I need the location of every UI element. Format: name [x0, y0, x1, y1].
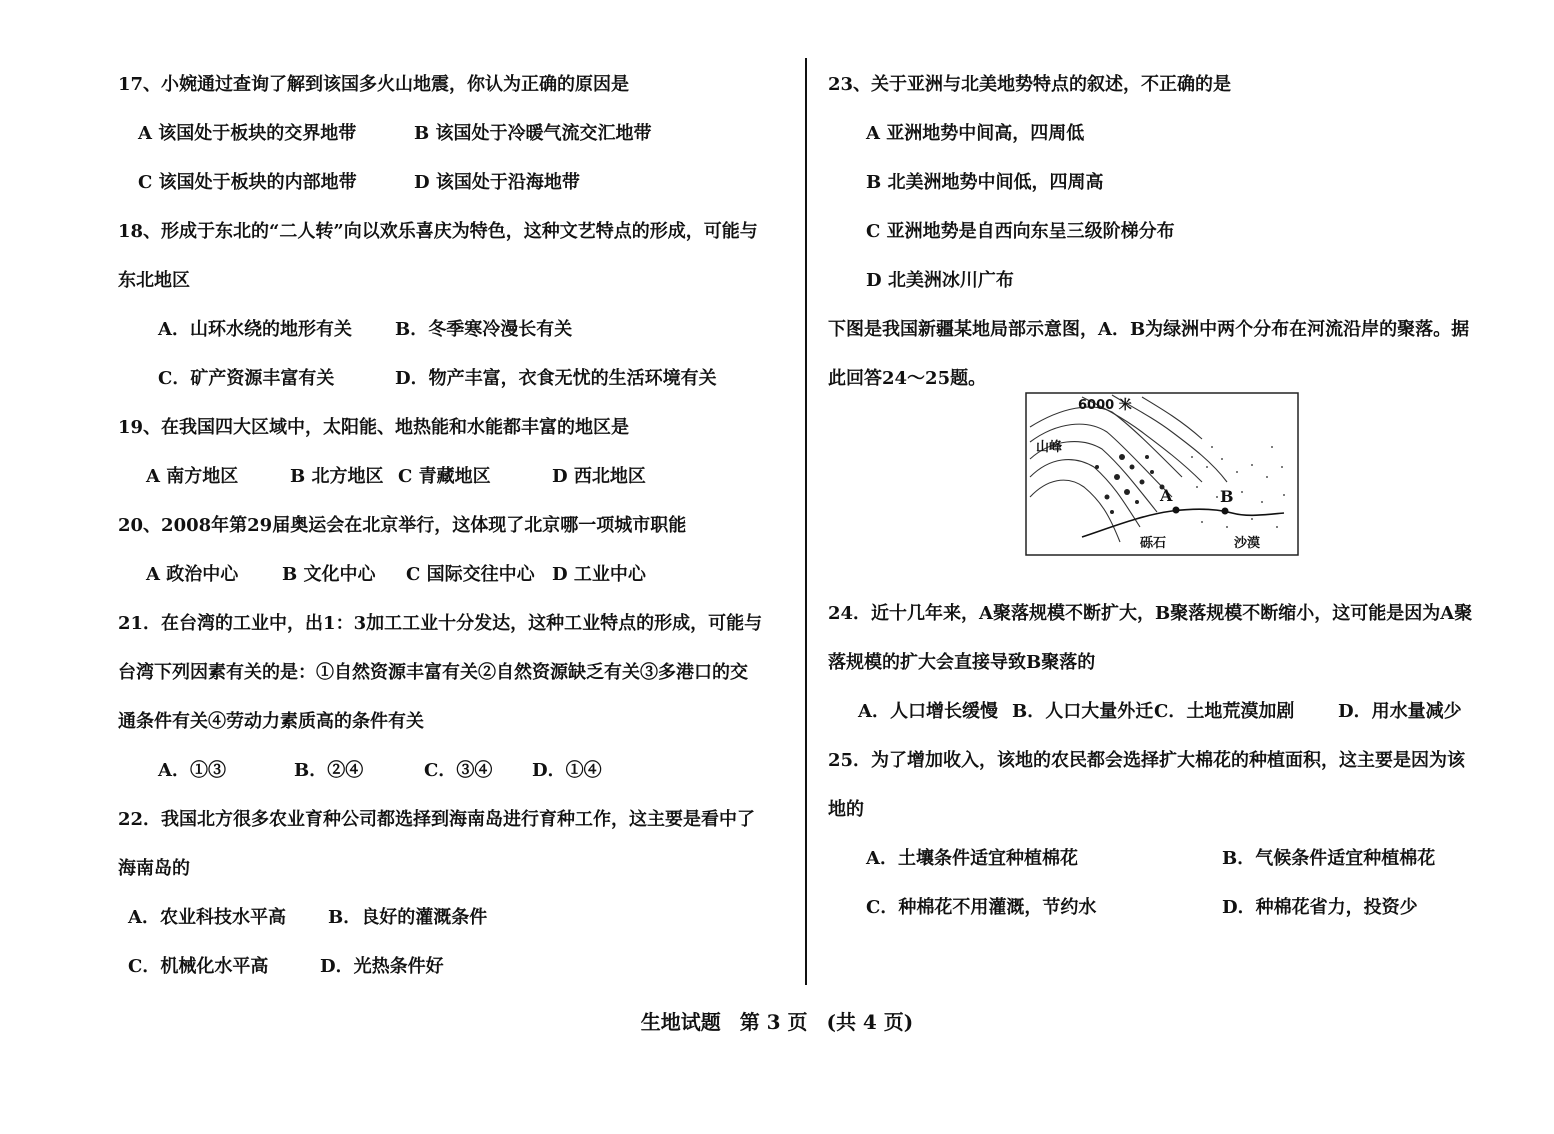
- q23-option-d[interactable]: D 北美洲冰川广布: [866, 270, 1014, 291]
- q17-option-a[interactable]: A 该国处于板块的交界地带: [138, 123, 357, 144]
- footer-total: (共 4 页): [826, 1010, 914, 1034]
- q19-option-d[interactable]: D 西北地区: [552, 466, 646, 487]
- q21-option-b[interactable]: B．②④: [294, 760, 364, 781]
- q24-stem-line2: 落规模的扩大会直接导致B聚落的: [828, 652, 1096, 673]
- q22-option-b[interactable]: B．良好的灌溉条件: [328, 907, 488, 928]
- column-divider: [805, 58, 807, 985]
- q17-stem: 17、小婉通过查询了解到该国多火山地震，你认为正确的原因是: [118, 74, 630, 95]
- q23-option-d-row: [828, 256, 1508, 305]
- footer-title: 生地试题: [640, 1010, 721, 1034]
- q21-option-a[interactable]: A．①③: [158, 760, 226, 781]
- left-column: [118, 60, 786, 991]
- q22-stem-line2: 海南岛的: [118, 858, 190, 879]
- q20-stem: 20、2008年第29届奥运会在北京举行，这体现了北京哪一项城市职能: [118, 515, 687, 536]
- q17-options-row2: [118, 158, 786, 207]
- q18-stem-line2: 东北地区: [118, 270, 190, 291]
- map-label-peak: 山峰: [1036, 440, 1063, 455]
- q22-option-a[interactable]: A．农业科技水平高: [128, 907, 286, 928]
- q19-option-c[interactable]: C 青藏地区: [398, 466, 491, 487]
- q21-options: [118, 746, 786, 795]
- map-intro-line1: 下图是我国新疆某地局部示意图，A．B为绿洲中两个分布在河流沿岸的聚落。据: [828, 319, 1470, 340]
- q18-stem-line1: 18、形成于东北的“二人转”向以欢乐喜庆为特色，这种文艺特点的形成，可能与: [118, 221, 758, 242]
- q24-stem-line1: 24．近十几年来，A聚落规模不断扩大，B聚落规模不断缩小，这可能是因为A聚: [828, 603, 1473, 624]
- q25-stem-line1: 25．为了增加收入，该地的农民都会选择扩大棉花的种植面积，这主要是因为该: [828, 750, 1466, 771]
- q25-option-a[interactable]: A．土壤条件适宜种植棉花: [866, 848, 1078, 869]
- q24-options: [828, 687, 1508, 736]
- settlement-a-dot: [1173, 507, 1180, 514]
- q23-option-c-row: [828, 207, 1508, 256]
- q25-option-c[interactable]: C．种棉花不用灌溉，节约水: [866, 897, 1097, 918]
- q18-option-c[interactable]: C．矿产资源丰富有关: [158, 368, 335, 389]
- q25-option-b[interactable]: B．气候条件适宜种植棉花: [1222, 848, 1436, 869]
- q22-option-d[interactable]: D．光热条件好: [320, 956, 444, 977]
- q25-options-row1: [828, 834, 1508, 883]
- q19-options: [118, 452, 786, 501]
- q21-stem-line3: 通条件有关④劳动力素质高的条件有关: [118, 711, 424, 732]
- q19-option-a[interactable]: A 南方地区: [146, 466, 239, 487]
- xinjiang-oasis-map: [1022, 387, 1302, 559]
- q19-option-b[interactable]: B 北方地区: [290, 466, 384, 487]
- q25-options-row2: [828, 883, 1508, 932]
- q20-option-d[interactable]: D 工业中心: [552, 564, 646, 585]
- map-label-desert: 沙漠: [1234, 536, 1261, 551]
- q24-option-a[interactable]: A．人口增长缓慢: [858, 701, 998, 722]
- q20-options: [118, 550, 786, 599]
- map-label-b: B: [1220, 487, 1234, 506]
- q22-stem-line1: 22．我国北方很多农业育种公司都选择到海南岛进行育种工作，这主要是看中了: [118, 809, 756, 830]
- q24-option-b[interactable]: B．人口大量外迁: [1012, 701, 1154, 722]
- q21-stem-line1: 21．在台湾的工业中，出1：3加工工业十分发达，这种工业特点的形成，可能与: [118, 613, 763, 634]
- q18-option-a[interactable]: A．山环水绕的地形有关: [158, 319, 352, 340]
- q18-options-row1: [118, 305, 786, 354]
- q23-option-a-row: [828, 109, 1508, 158]
- page-footer: [0, 1002, 1554, 1042]
- q23-option-b[interactable]: B 北美洲地势中间低，四周高: [866, 172, 1104, 193]
- q25-option-d[interactable]: D．种棉花省力，投资少: [1222, 897, 1418, 918]
- map-intro-line2: 此回答24～25题。: [828, 368, 987, 389]
- q20-option-a[interactable]: A 政治中心: [146, 564, 239, 585]
- q17-option-c[interactable]: C 该国处于板块的内部地带: [138, 172, 357, 193]
- q18-option-b[interactable]: B．冬季寒冷漫长有关: [395, 319, 573, 340]
- q19-stem: 19、在我国四大区域中，太阳能、地热能和水能都丰富的地区是: [118, 417, 630, 438]
- q22-options-row1: [118, 893, 786, 942]
- q18-option-d[interactable]: D．物产丰富，衣食无忧的生活环境有关: [395, 368, 717, 389]
- map-label-altitude: 6000 米: [1078, 398, 1132, 413]
- map-label-gravel: 砾石: [1140, 536, 1167, 551]
- q23-stem: 23、关于亚洲与北美地势特点的叙述，不正确的是: [828, 74, 1232, 95]
- map-frame: [1026, 393, 1298, 555]
- q24-option-c[interactable]: C．土地荒漠加剧: [1154, 701, 1295, 722]
- q21-option-c[interactable]: C．③④: [424, 760, 493, 781]
- q24-option-d[interactable]: D．用水量减少: [1338, 701, 1462, 722]
- q25-stem-line2: 地的: [828, 799, 864, 820]
- settlement-b-dot: [1222, 508, 1229, 515]
- q20-option-c[interactable]: C 国际交往中心: [406, 564, 535, 585]
- q18-options-row2: [118, 354, 786, 403]
- q20-option-b[interactable]: B 文化中心: [282, 564, 376, 585]
- footer-page: 第 3 页: [739, 1010, 808, 1034]
- q21-stem-line2: 台湾下列因素有关的是：①自然资源丰富有关②自然资源缺乏有关③多港口的交: [118, 662, 748, 683]
- q17-options-row1: [118, 109, 786, 158]
- q17-option-b[interactable]: B 该国处于冷暖气流交汇地带: [414, 123, 652, 144]
- map-label-a: A: [1160, 486, 1173, 505]
- q22-option-c[interactable]: C．机械化水平高: [128, 956, 269, 977]
- q23-option-b-row: [828, 158, 1508, 207]
- q21-option-d[interactable]: D．①④: [532, 760, 602, 781]
- q22-options-row2: [118, 942, 786, 991]
- q17-option-d[interactable]: D 该国处于沿海地带: [414, 172, 580, 193]
- q23-option-c[interactable]: C 亚洲地势是自西向东呈三级阶梯分布: [866, 221, 1175, 242]
- q23-option-a[interactable]: A 亚洲地势中间高，四周低: [866, 123, 1085, 144]
